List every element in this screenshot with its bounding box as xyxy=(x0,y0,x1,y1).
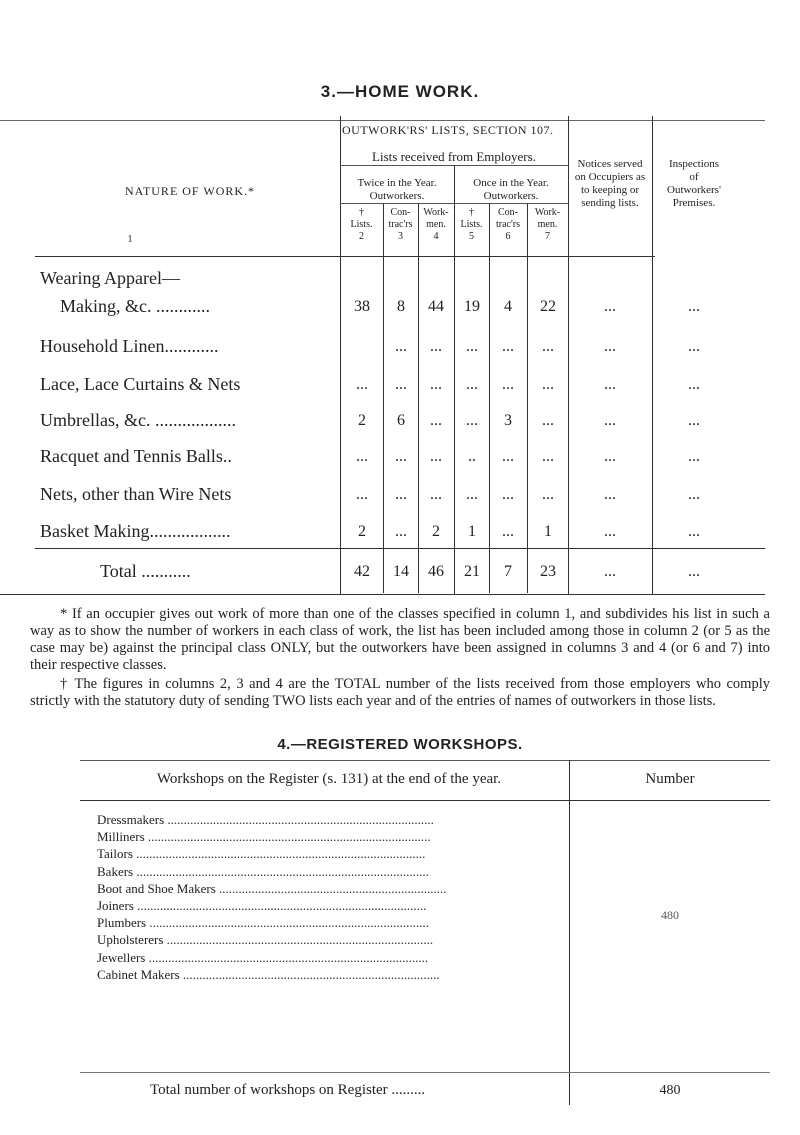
table-total-row-col-5: 21 xyxy=(464,563,480,580)
table-row-7-col-6: ... xyxy=(502,523,514,540)
workshops-header: Workshops on the Register (s. 131) at the end of the year. xyxy=(156,771,502,787)
notices-served-header xyxy=(568,158,652,210)
subheader-line: men. xyxy=(426,219,446,230)
table-row-5-col-2: ... xyxy=(356,448,368,465)
workshop-item: Plumbers ...................................................................................... xyxy=(97,915,429,931)
table-row-6-col-4: ... xyxy=(430,486,442,503)
subheader-col-5 xyxy=(454,207,489,243)
table-row-4-col-3: 6 xyxy=(397,412,405,429)
workshops-number: 480 xyxy=(661,908,679,922)
table-row-5-col-4: ... xyxy=(430,448,442,465)
subheader-col-7 xyxy=(527,207,568,243)
workshop-item: Cabinet Makers ............................................................................... xyxy=(97,966,440,982)
subheader-col-3 xyxy=(383,207,418,243)
workshop-item: Joiners ......................................................................................... xyxy=(97,898,427,913)
table-row-3-col-4: ... xyxy=(430,376,442,393)
table2-body-rule xyxy=(80,1072,770,1073)
section-heading-registered-workshops: 4.—REGISTERED WORKSHOPS. xyxy=(277,736,523,753)
table-row-1-col-3: 8 xyxy=(397,298,405,315)
table-row-7-label: Basket Making.................. xyxy=(40,521,231,541)
subheader-line: trac'rs xyxy=(495,219,520,230)
subheader-col-4 xyxy=(418,207,454,243)
table-row-7-col-5: 1 xyxy=(468,523,476,540)
inspections-line-3: Outworkers' xyxy=(667,184,721,196)
table-total-row-label: Total ........... xyxy=(100,561,191,581)
footnote-star: * If an occupier gives out work of more than one of the classes specified in column 1, and subdivides his list in such a way as to show the number of workers in each class of work, the list has been included among those in column 2 (or 5 as the case may be) against the principal class ONLY, but the outworkers have been assigned in columns 3 and 4 (or 6 and 7) into their respective classes. xyxy=(30,606,770,673)
table-total-row-col-4: 46 xyxy=(428,563,444,580)
table-row-3-col-3: ... xyxy=(395,376,407,393)
table-row-1-col-8: ... xyxy=(604,298,616,315)
table-row-4-col-4: ... xyxy=(430,412,442,429)
group-label-wearing-apparel: Wearing Apparel— xyxy=(40,268,181,288)
notices-line-1: Notices served xyxy=(577,158,643,170)
nature-of-work-header: NATURE OF WORK.* xyxy=(124,184,256,198)
subheader-number: 4 xyxy=(433,231,439,242)
once-in-year-label: Once in the Year. xyxy=(473,177,549,189)
inspections-line-1: Inspections xyxy=(668,158,720,170)
table-total-row-col-8: ... xyxy=(604,563,616,580)
table-total-row-col-3: 14 xyxy=(393,563,409,580)
table-row-6-col-6: ... xyxy=(502,486,514,503)
table-row-1-col-2: 38 xyxy=(354,298,370,315)
subheader-line: † xyxy=(359,207,364,218)
subheader-number: 3 xyxy=(398,231,403,242)
table-row-6-col-2: ... xyxy=(356,486,368,503)
table-row-5-col-6: ... xyxy=(502,448,514,465)
table-row-6-label: Nets, other than Wire Nets xyxy=(40,484,232,504)
table-row-7-col-4: 2 xyxy=(432,523,440,540)
table2-vline xyxy=(569,760,570,1105)
table-row-4-col-2: 2 xyxy=(358,412,366,429)
once-in-year-header xyxy=(454,177,568,203)
table-row-2-col-7: ... xyxy=(542,338,554,355)
table-row-5-col-9: ... xyxy=(688,448,700,465)
inspections-line-2: of xyxy=(689,171,699,183)
table-row-7-col-8: ... xyxy=(604,523,616,540)
table-row-4-col-9: ... xyxy=(688,412,700,429)
table-row-6-col-3: ... xyxy=(395,486,407,503)
subheader-number: 7 xyxy=(545,231,550,242)
lists-received-header: Lists received from Employers. xyxy=(372,149,536,164)
table-row-7-col-3: ... xyxy=(395,523,407,540)
notices-line-2: on Occupiers as xyxy=(574,171,646,183)
outworkers-label: Outworkers. xyxy=(483,190,539,202)
table1-total-rule xyxy=(35,548,765,549)
inspections-header xyxy=(652,158,736,210)
table1-hline xyxy=(340,203,568,204)
notices-line-3: to keeping or xyxy=(580,184,640,196)
subheader-line: Con- xyxy=(498,207,518,218)
table-row-5-col-7: ... xyxy=(542,448,554,465)
table-row-1-col-5: 19 xyxy=(464,298,480,315)
table-row-4-col-6: 3 xyxy=(504,412,512,429)
table-row-5-label: Racquet and Tennis Balls.. xyxy=(40,446,232,466)
table-row-3-col-6: ... xyxy=(502,376,514,393)
subheader-line: † xyxy=(469,207,474,218)
subheader-line: Con- xyxy=(390,207,411,218)
table-row-3-label: Lace, Lace Curtains & Nets xyxy=(40,374,241,394)
twice-in-year-header xyxy=(340,177,454,203)
total-workshops-label: Total number of workshops on Register ......... xyxy=(150,1082,426,1098)
workshop-item: Bakers .......................................................................................... xyxy=(97,863,429,879)
table-row-1-col-6: 4 xyxy=(504,298,512,315)
total-workshops-value: 480 xyxy=(659,1083,681,1098)
table-row-1-col-4: 44 xyxy=(428,298,444,315)
subheader-number: 6 xyxy=(505,231,511,242)
table-row-1-col-9: ... xyxy=(688,298,700,315)
table-row-1-col-7: 22 xyxy=(540,298,556,315)
outworkers-label: Outworkers. xyxy=(369,190,425,202)
notices-line-4: sending lists. xyxy=(581,197,639,209)
table-row-4-label: Umbrellas, &c. .................. xyxy=(40,410,236,430)
subheader-number: 2 xyxy=(359,231,364,242)
twice-in-year-label: Twice in the Year. xyxy=(357,177,437,189)
inspections-line-4: Premises. xyxy=(672,197,716,209)
table-total-row-col-7: 23 xyxy=(540,563,556,580)
workshop-item: Jewellers ...................................................................................... xyxy=(97,949,429,965)
table-row-5-col-5: .. xyxy=(468,448,476,465)
subheader-line: Work- xyxy=(423,207,449,218)
workshop-item: Tailors ......................................................................................... xyxy=(97,846,426,862)
table-row-2-col-9: ... xyxy=(688,338,700,355)
table-row-3-col-2: ... xyxy=(356,376,368,393)
subheader-line: Lists. xyxy=(350,219,373,230)
subheader-line: Lists. xyxy=(460,219,483,230)
workshop-item: Boot and Shoe Makers ...................................................................... xyxy=(97,880,447,896)
subheader-number: 5 xyxy=(469,231,474,242)
table-row-2-col-5: ... xyxy=(466,338,478,355)
table-total-row-col-2: 42 xyxy=(354,563,370,580)
table-row-4-col-5: ... xyxy=(466,412,478,429)
table-row-5-col-8: ... xyxy=(604,448,616,465)
table-row-3-col-5: ... xyxy=(466,376,478,393)
table-row-3-col-9: ... xyxy=(688,376,700,393)
table-row-2-label: Household Linen............ xyxy=(40,336,219,356)
table-total-row-col-9: ... xyxy=(688,563,700,580)
table1-bottom-rule xyxy=(0,594,765,595)
subheader-line: men. xyxy=(537,219,558,230)
table1-header-rule xyxy=(35,256,655,257)
table-row-1-label: Making, &c. ............ xyxy=(60,296,210,316)
workshop-item: Milliners ....................................................................................... xyxy=(97,829,431,845)
subheader-line: trac'rs xyxy=(388,219,413,230)
table-row-3-col-8: ... xyxy=(604,376,616,393)
table-row-6-col-8: ... xyxy=(604,486,616,503)
table-row-4-col-8: ... xyxy=(604,412,616,429)
table-row-7-col-7: 1 xyxy=(544,523,552,540)
subheader-line: Work- xyxy=(534,207,561,218)
table-row-5-col-3: ... xyxy=(395,448,407,465)
table1-top-rule xyxy=(0,120,765,121)
column-1-number: 1 xyxy=(127,234,133,245)
workshop-item: Upholsterers .................................................................................. xyxy=(97,932,434,948)
subheader-col-2 xyxy=(340,207,383,243)
number-header: Number xyxy=(645,771,695,787)
table-row-2-col-3: ... xyxy=(395,338,407,355)
table-row-6-col-7: ... xyxy=(542,486,554,503)
table-row-6-col-9: ... xyxy=(688,486,700,503)
table-row-2-col-4: ... xyxy=(430,338,442,355)
table-row-7-col-9: ... xyxy=(688,523,700,540)
workshop-item: Dressmakers .................................................................................. xyxy=(97,812,434,827)
table-row-2-col-6: ... xyxy=(502,338,514,355)
table-row-7-col-2: 2 xyxy=(358,523,366,540)
table2-top-rule xyxy=(80,760,770,761)
footnote-dagger: † The figures in columns 2, 3 and 4 are the TOTAL number of the lists received from those employers who comply strictly with the statutory duty of sending TWO lists each year and of the entries of names of outworkers in those lists. xyxy=(30,676,770,709)
table-total-row-col-6: 7 xyxy=(504,563,512,580)
table2-header-rule xyxy=(80,800,770,801)
section-heading-home-work: 3.—HOME WORK. xyxy=(320,82,480,101)
table-row-6-col-5: ... xyxy=(466,486,478,503)
table-row-2-col-8: ... xyxy=(604,338,616,355)
table1-section-title: OUTWORK'RS' LISTS, SECTION 107. xyxy=(342,123,554,137)
subheader-col-6 xyxy=(489,207,527,243)
table-row-3-col-7: ... xyxy=(542,376,554,393)
table-row-4-col-7: ... xyxy=(542,412,554,429)
